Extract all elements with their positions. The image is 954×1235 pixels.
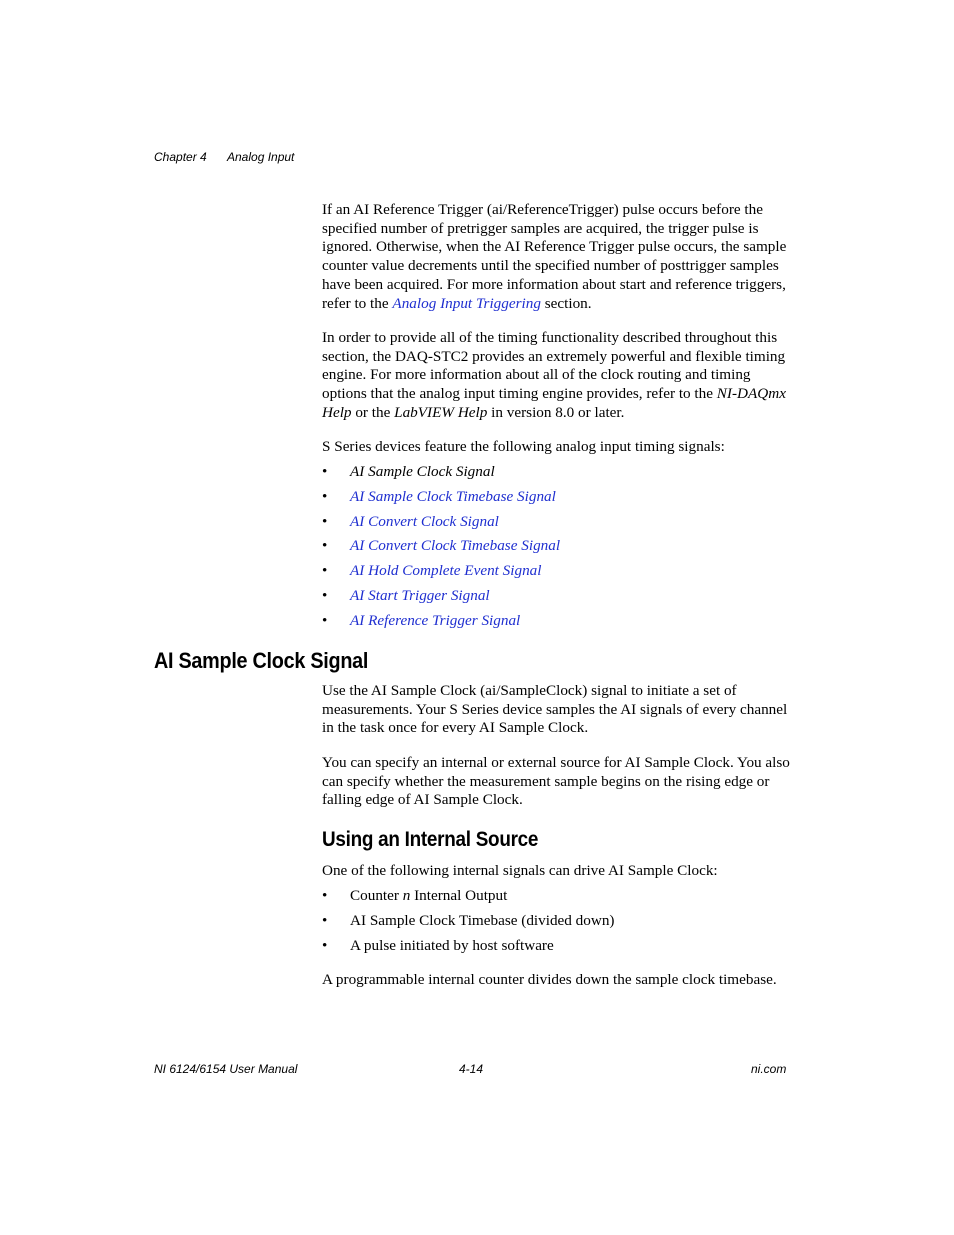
list-item: [322, 463, 792, 488]
bullet: •: [322, 562, 328, 580]
labview-help-ref: LabVIEW Help: [394, 403, 488, 421]
list-item: [322, 537, 792, 562]
bullet: •: [322, 537, 328, 555]
paragraph-sample-clock-use: Use the AI Sample Clock (ai/SampleClock) signal to initiate a set of measurements. Your S Series device samples the AI signals of every channel in the task once for every AI Sample Clock.: [322, 682, 788, 737]
paragraph-reference-trigger: [322, 201, 792, 313]
paragraph-programmable-counter: A programmable internal counter divides down the sample clock timebase.: [322, 971, 777, 988]
bullet: •: [322, 512, 328, 530]
bullet: •: [322, 887, 328, 904]
internal-signal-host-software: A pulse initiated by host software: [350, 936, 554, 954]
list-item: [322, 612, 792, 637]
list-item: [322, 912, 792, 937]
timing-signals-list: [322, 463, 792, 637]
bullet: •: [322, 487, 328, 505]
link-ai-start-trigger[interactable]: AI Start Trigger Signal: [350, 586, 490, 604]
footer-manual-title: NI 6124/6154 User Manual: [154, 1062, 298, 1076]
link-ai-hold-complete-event[interactable]: AI Hold Complete Event Signal: [350, 562, 542, 580]
list-item: [322, 562, 792, 587]
nidaqmx-help-ref: NI-DAQmx Help: [322, 385, 786, 421]
footer-site: ni.com: [751, 1062, 787, 1076]
para2-tail: in version 8.0 or later.: [487, 403, 625, 421]
footer-page-number: 4-14: [459, 1062, 484, 1076]
timing-signal-ai-sample-clock: AI Sample Clock Signal: [350, 463, 495, 480]
list-item: [322, 887, 792, 912]
internal-signal-counter-post: Internal Output: [410, 887, 508, 904]
para2-text: In order to provide all of the timing functionality described throughout this section, the DAQ-STC2 provides an extremely powerful and flexible timing engine. For more information about all of the clock routing and timing options that the analog input timing engine provides, refer to the: [322, 329, 786, 403]
bullet: •: [322, 936, 328, 954]
paragraph-timing-signals-intro: S Series devices feature the following analog input timing signals:: [322, 438, 725, 455]
link-ai-convert-clock[interactable]: AI Convert Clock Signal: [350, 512, 499, 530]
bullet: •: [322, 463, 328, 480]
bullet: •: [322, 911, 328, 929]
bullet: •: [322, 611, 328, 629]
subsection-heading-internal-source: Using an Internal Source: [322, 828, 539, 851]
list-item: [322, 587, 792, 612]
link-ai-sample-clock-timebase[interactable]: AI Sample Clock Timebase Signal: [350, 487, 556, 505]
paragraph-internal-signals-intro: One of the following internal signals can drive AI Sample Clock:: [322, 862, 718, 879]
paragraph-sample-clock-source: You can specify an internal or external source for AI Sample Clock. You also can specify whether the measurement sample begins on the rising edge or falling edge of AI Sample Clock.: [322, 754, 790, 809]
link-ai-reference-trigger[interactable]: AI Reference Trigger Signal: [350, 611, 521, 629]
analog-input-triggering-link[interactable]: Analog Input Triggering: [392, 294, 541, 312]
internal-signal-timebase: AI Sample Clock Timebase (divided down): [350, 911, 615, 929]
bullet: •: [322, 586, 328, 604]
list-item: [322, 513, 792, 538]
section-heading-ai-sample-clock: AI Sample Clock Signal: [154, 648, 369, 673]
para2-mid: or the: [351, 403, 395, 421]
internal-signals-list: [322, 887, 792, 961]
internal-signal-counter-pre: Counter: [350, 887, 403, 904]
running-header-chapter: Chapter 4: [154, 150, 207, 164]
internal-signal-counter-var: n: [402, 887, 411, 904]
link-ai-convert-clock-timebase[interactable]: AI Convert Clock Timebase Signal: [350, 537, 561, 555]
list-item: [322, 488, 792, 513]
list-item: [322, 937, 792, 962]
running-header-section: Analog Input: [227, 150, 295, 164]
paragraph-timing-engine: [322, 329, 792, 423]
para1-text: If an AI Reference Trigger (ai/ReferenceTrigger) pulse occurs before the specified number of pretrigger samples are acquired, the trigger pulse is ignored. Otherwise, when the AI Reference Trigger pulse occurs, the sample counter value decrements until the specified number of posttrigger samples have been acquired. For more information about start and reference triggers, refer to the: [322, 201, 787, 312]
para1-tail: section.: [540, 294, 592, 312]
